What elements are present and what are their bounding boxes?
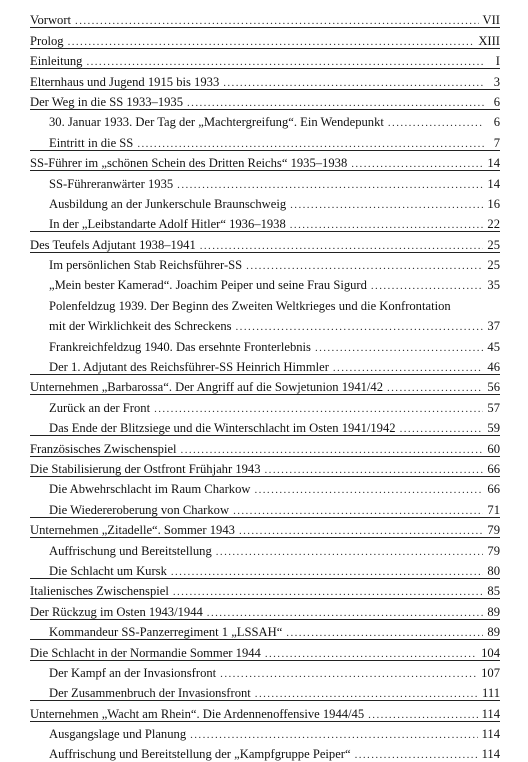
dot-leader (254, 483, 483, 497)
toc-page-number: 14 (487, 156, 500, 171)
dot-leader (400, 422, 484, 436)
toc-entry-title: Zurück an der Front (49, 400, 151, 415)
toc-page-number: 66 (487, 461, 500, 476)
toc-entry-title: Ausgangslage und Planung (49, 727, 187, 742)
toc-page-number: 3 (493, 74, 500, 89)
toc-entry-title: Die Schlacht um Kursk (49, 563, 167, 578)
dot-leader (177, 178, 483, 192)
dot-leader (387, 381, 483, 395)
toc-entry (30, 701, 500, 721)
dot-leader (190, 728, 477, 742)
toc-subentry (30, 212, 500, 232)
toc-page-number: 85 (487, 584, 500, 599)
toc-entry-title: Unternehmen „Barbarossa“. Der Angriff auf die Sowjetunion 1941/42 (30, 380, 383, 395)
dot-leader (239, 524, 483, 538)
toc-subentry (30, 559, 500, 579)
toc-entry-title: mit der Wirklichkeit des Schreckens (49, 319, 232, 334)
toc-entry-title: Der Kampf an der Invasionsfront (49, 665, 217, 680)
toc-entry-title: Auffrischung und Bereitstellung (49, 543, 212, 558)
dot-leader (200, 239, 484, 253)
toc-page-number: 25 (487, 237, 500, 252)
toc-entry (30, 90, 500, 110)
dot-leader (265, 463, 484, 477)
toc-entry-title: SS-Führeranwärter 1935 (49, 176, 174, 191)
dot-leader (86, 55, 484, 69)
toc-subentry (30, 253, 500, 273)
toc-entry-title: Auffrischung und Bereitstellung der „Kampfgruppe Peiper“ (49, 747, 351, 762)
toc-subentry (30, 497, 500, 517)
toc-entry (30, 640, 500, 660)
dot-leader (290, 218, 484, 232)
toc-entry-title: Das Ende der Blitzsiege und die Winterschlacht im Osten 1941/1942 (49, 421, 396, 436)
toc-entry (30, 579, 500, 599)
dot-leader (68, 35, 475, 49)
toc-entry-title: Kommandeur SS-Panzerregiment 1 „LSSAH“ (49, 625, 283, 640)
toc-page-number: 66 (487, 482, 500, 497)
toc-subentry (30, 620, 500, 640)
toc-page-number: 111 (482, 686, 500, 701)
toc-entry-title: Polenfeldzug 1939. Der Beginn des Zweiten Weltkrieges und die Konfrontation (49, 298, 451, 313)
toc-entry-title: Der Rückzug im Osten 1943/1944 (30, 604, 203, 619)
toc-entry-title: Des Teufels Adjutant 1938–1941 (30, 237, 196, 252)
toc-page-number: 6 (493, 94, 500, 109)
dot-leader (236, 320, 484, 334)
dot-leader (220, 667, 477, 681)
toc-subentry (30, 110, 500, 130)
toc-subentry (30, 293, 500, 313)
toc-page-number: 89 (487, 625, 500, 640)
toc-entry (30, 28, 500, 48)
toc-subentry (30, 334, 500, 354)
toc-subentry (30, 681, 500, 701)
toc-subentry (30, 355, 500, 375)
toc-entry (30, 49, 500, 69)
dot-leader (75, 14, 478, 28)
toc-entry-title: Der 1. Adjutant des Reichsführer-SS Heinrich Himmler (49, 360, 329, 375)
toc-entry (30, 436, 500, 456)
toc-page-number: 14 (487, 176, 500, 191)
toc-page-number: 46 (487, 360, 500, 375)
toc-subentry (30, 742, 500, 762)
toc-entry-title: 30. Januar 1933. Der Tag der „Machtergreifung“. Ein Wendepunkt (49, 115, 384, 130)
dot-leader (255, 687, 478, 701)
dot-leader (181, 443, 484, 457)
toc-page-number: 59 (487, 421, 500, 436)
toc-entry-title: Elternhaus und Jugend 1915 bis 1933 (30, 74, 220, 89)
dot-leader (286, 626, 483, 640)
toc-entry (30, 151, 500, 171)
toc-page-number: 22 (487, 217, 500, 232)
toc-subentry (30, 395, 500, 415)
toc-page-number: 35 (487, 278, 500, 293)
toc-entry (30, 232, 500, 252)
dot-leader (290, 198, 483, 212)
dot-leader (388, 116, 484, 130)
toc-entry-title: Prolog (30, 33, 64, 48)
toc-page-number: 56 (487, 380, 500, 395)
toc-entry-title: Die Abwehrschlacht im Raum Charkow (49, 482, 251, 497)
dot-leader (137, 137, 484, 151)
dot-leader (171, 565, 484, 579)
toc-subentry (30, 273, 500, 293)
dot-leader (315, 341, 483, 355)
toc-entry-title: Der Zusammenbruch der Invasionsfront (49, 686, 251, 701)
dot-leader (173, 585, 484, 599)
toc-subentry (30, 171, 500, 191)
toc-entry-title: Die Schlacht in der Normandie Sommer 1944 (30, 645, 261, 660)
dot-leader (154, 402, 483, 416)
toc-entry-title: Italienisches Zwischenspiel (30, 584, 169, 599)
toc-page-number: 114 (481, 747, 500, 762)
dot-leader (265, 647, 477, 661)
dot-leader (233, 504, 483, 518)
toc-page-number: 104 (481, 645, 500, 660)
toc-subentry (30, 661, 500, 681)
toc-page-number: VII (482, 13, 500, 28)
toc-entry (30, 375, 500, 395)
toc-entry-title: Die Wiedereroberung von Charkow (49, 502, 230, 517)
dot-leader (355, 748, 478, 762)
toc-page-number: 114 (481, 727, 500, 742)
toc-page-number: 57 (487, 400, 500, 415)
toc-entry-title: In der „Leibstandarte Adolf Hitler“ 1936–1938 (49, 217, 286, 232)
toc-subentry (30, 477, 500, 497)
toc-entry-title: Ausbildung an der Junkerschule Braunschweig (49, 196, 287, 211)
toc-entry-title: Französisches Zwischenspiel (30, 441, 177, 456)
toc-subentry (30, 192, 500, 212)
table-of-contents (30, 8, 500, 762)
toc-page-number: 79 (487, 523, 500, 538)
toc-entry-title: Unternehmen „Zitadelle“. Sommer 1943 (30, 523, 235, 538)
dot-leader (351, 157, 483, 171)
toc-entry-title: Der Weg in die SS 1933–1935 (30, 94, 184, 109)
dot-leader (371, 279, 484, 293)
toc-entry-title: Eintritt in die SS (49, 135, 134, 150)
toc-page-number: 107 (481, 665, 500, 680)
toc-page-number: 6 (493, 115, 500, 130)
toc-subentry (30, 416, 500, 436)
toc-entry-title: Unternehmen „Wacht am Rhein“. Die Ardennenoffensive 1944/45 (30, 706, 365, 721)
toc-page-number: 80 (487, 563, 500, 578)
toc-page-number: 16 (487, 196, 500, 211)
dot-leader (246, 259, 483, 273)
toc-subentry (30, 722, 500, 742)
toc-page-number: 89 (487, 604, 500, 619)
toc-entry-title: Vorwort (30, 13, 72, 28)
toc-page-number: 60 (487, 441, 500, 456)
dot-leader (223, 76, 484, 90)
dot-leader (187, 96, 484, 110)
toc-page-number: 114 (481, 706, 500, 721)
toc-page-number: 79 (487, 543, 500, 558)
dot-leader (333, 361, 484, 375)
toc-entry (30, 457, 500, 477)
toc-entry-title: Einleitung (30, 54, 83, 69)
toc-entry-title: Frankreichfeldzug 1940. Das ersehnte Fronterlebnis (49, 339, 311, 354)
toc-entry (30, 8, 500, 28)
toc-page-number: 45 (487, 339, 500, 354)
toc-subentry (30, 314, 500, 334)
toc-entry (30, 599, 500, 619)
toc-subentry (30, 130, 500, 150)
toc-page-number: XIII (478, 33, 500, 48)
toc-page-number: 25 (487, 258, 500, 273)
dot-leader (216, 545, 484, 559)
dot-leader (207, 606, 484, 620)
toc-page-number: 71 (487, 502, 500, 517)
toc-page-number: 7 (493, 135, 500, 150)
toc-subentry (30, 538, 500, 558)
toc-page-number: I (495, 54, 500, 69)
toc-entry-title: Die Stabilisierung der Ostfront Frühjahr 1943 (30, 461, 261, 476)
toc-entry (30, 69, 500, 89)
dot-leader (368, 708, 477, 722)
toc-entry-title: „Mein bester Kamerad“. Joachim Peiper und seine Frau Sigurd (49, 278, 367, 293)
toc-entry-title: SS-Führer im „schönen Schein des Dritten Reichs“ 1935–1938 (30, 156, 348, 171)
toc-entry (30, 518, 500, 538)
toc-page-number: 37 (487, 319, 500, 334)
toc-entry-title: Im persönlichen Stab Reichsführer-SS (49, 258, 243, 273)
